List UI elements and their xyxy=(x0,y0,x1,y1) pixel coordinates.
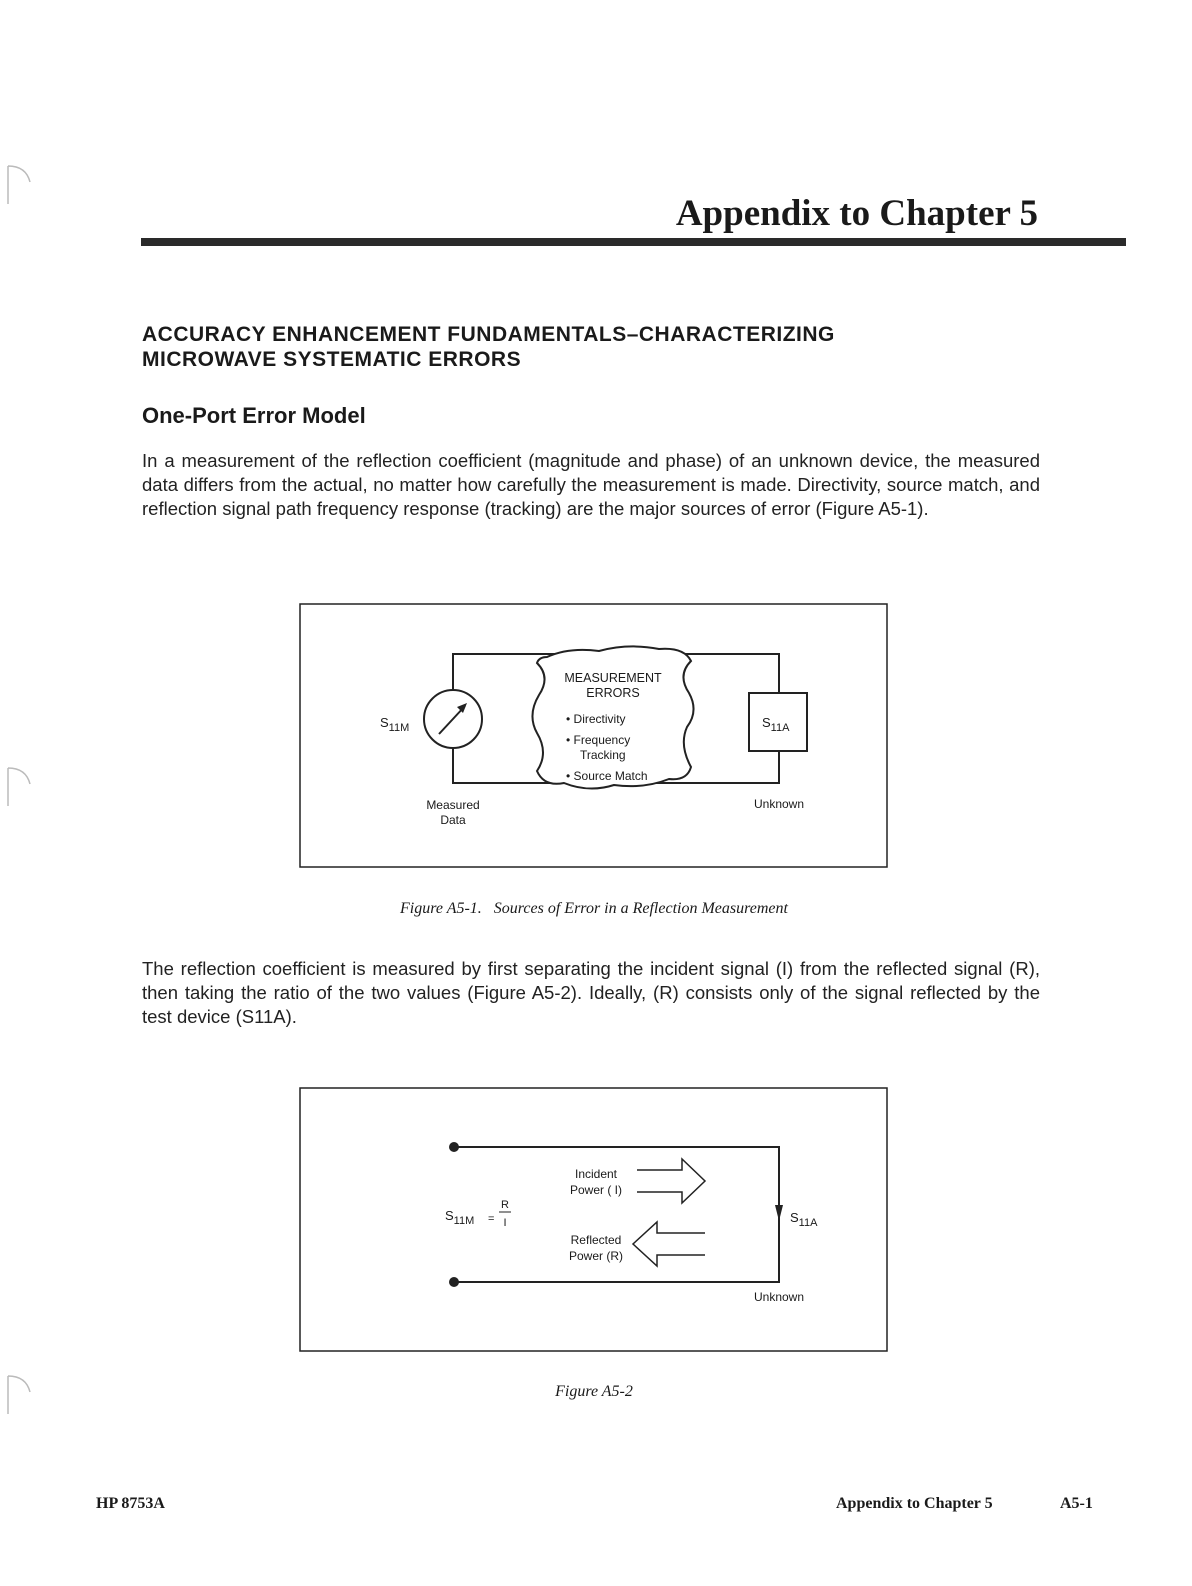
paragraph-2: The reflection coefficient is measured by first separating the incident signal (I) from the reflected signal (R), then taking the ratio of the two values (Figure A5-2). Ideally, (R) consists only of the signal reflected by the test device (S11A). xyxy=(142,958,1040,1027)
figure-a5-1 xyxy=(299,603,889,869)
measured-data-label-2: Data xyxy=(440,813,466,827)
figure2-caption: Figure A5-2 xyxy=(555,1383,633,1400)
errors-title-1: MEASUREMENT xyxy=(564,671,662,685)
footer-model: HP 8753A xyxy=(96,1495,165,1512)
figure1-caption-text: Sources of Error in a Reflection Measurement xyxy=(493,900,788,917)
title-rule xyxy=(141,238,1126,246)
footer-chapter: Appendix to Chapter 5 xyxy=(836,1495,993,1512)
load-arrow xyxy=(775,1205,783,1221)
figure1-caption-number: Figure A5-1. xyxy=(400,900,482,917)
unknown-label: Unknown xyxy=(753,1290,805,1304)
section-heading-line1: ACCURACY ENHANCEMENT FUNDAMENTALS–CHARACTERIZING xyxy=(142,323,835,346)
footer-page-number: A5-1 xyxy=(1060,1495,1093,1512)
unknown-label: Unknown xyxy=(753,797,805,811)
error-item-directivity: • Directivity xyxy=(566,712,626,726)
binder-mark xyxy=(2,162,34,208)
section-heading xyxy=(142,322,1042,372)
reflected-label-1: Reflected xyxy=(570,1233,622,1247)
incident-label-1: Incident xyxy=(574,1167,618,1181)
paragraph-1: In a measurement of the reflection coefficient (magnitude and phase) of an unknown device, the measured data differs from the actual, no matter how carefully the measurement is made. Directivity, source match, and reflection signal path frequency response (tracking) are the major sources of error (Figure A5-1). xyxy=(142,450,1040,519)
error-item-tracking: Tracking xyxy=(580,748,626,762)
figure-a5-2 xyxy=(299,1087,889,1353)
binder-mark xyxy=(2,1372,34,1418)
s11m-label: $S_{11M}$ xyxy=(380,715,410,734)
reflected-label-2: Power (R) xyxy=(568,1249,624,1263)
s11m-formula-label: $S_{11M}$ xyxy=(445,1208,475,1227)
section-heading-line2: MICROWAVE SYSTEMATIC ERRORS xyxy=(142,348,522,371)
measured-data-label-1: Measured xyxy=(426,798,480,812)
error-item-source-match: • Source Match xyxy=(566,769,648,783)
ratio-denominator: I xyxy=(503,1217,507,1229)
ratio-equals: = xyxy=(488,1213,495,1225)
incident-label-2: Power ( I) xyxy=(569,1183,623,1197)
errors-title-2: ERRORS xyxy=(586,686,640,700)
figure1-caption xyxy=(300,900,888,918)
binder-mark xyxy=(2,764,34,810)
ratio-numerator: R xyxy=(501,1199,509,1211)
subheading: One-Port Error Model xyxy=(142,403,366,428)
s11a-label: $S_{11A}$ xyxy=(762,715,790,734)
error-item-frequency: • Frequency xyxy=(566,733,631,747)
chapter-title: Appendix to Chapter 5 xyxy=(675,193,1038,234)
reflected-arrow-icon xyxy=(633,1222,705,1266)
incident-arrow-icon xyxy=(637,1159,705,1203)
s11a-label: $S_{11A}$ xyxy=(790,1210,818,1229)
